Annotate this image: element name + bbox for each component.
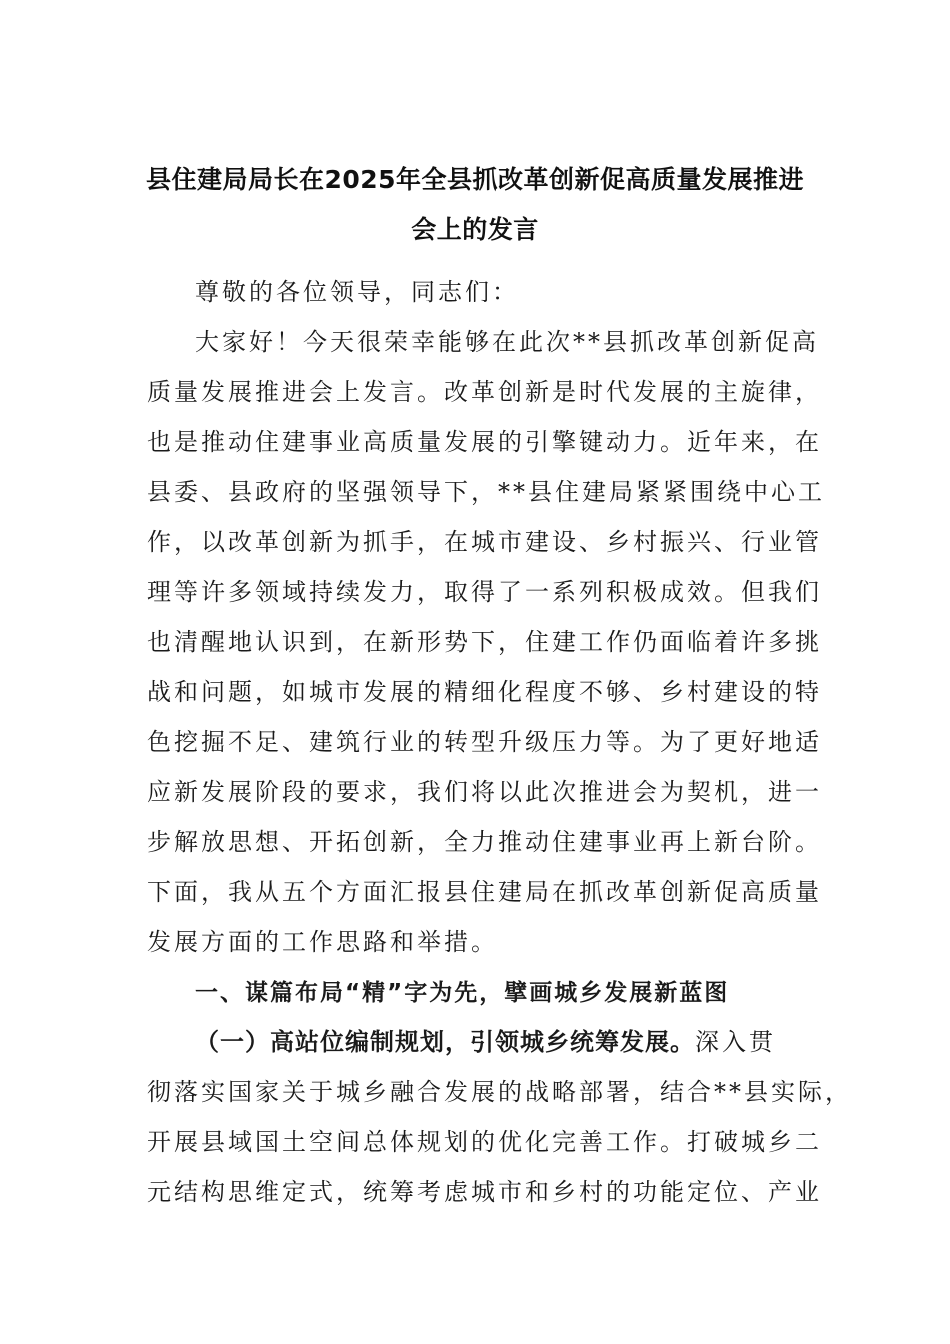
intro-line: 也是推动住建事业高质量发展的引擎键动力。近年来，在	[147, 428, 822, 456]
intro-line: 下面，我从五个方面汇报县住建局在抓改革创新促高质量	[147, 878, 822, 906]
intro-line: 大家好！今天很荣幸能够在此次**县抓改革创新促高	[195, 328, 819, 356]
document-title-line-2: 会上的发言	[411, 215, 539, 244]
intro-line: 发展方面的工作思路和举措。	[147, 928, 498, 956]
intro-line: 战和问题，如城市发展的精细化程度不够、乡村建设的特	[147, 678, 822, 706]
section-heading-1: 一、谋篇布局“精”字为先，擘画城乡发展新蓝图	[195, 980, 730, 1006]
intro-line: 也清醒地认识到，在新形势下，住建工作仍面临着许多挑	[147, 628, 822, 656]
intro-line: 步解放思想、开拓创新，全力推动住建事业再上新台阶。	[147, 828, 822, 856]
subsection-line: 元结构思维定式，统筹考虑城市和乡村的功能定位、产业	[147, 1178, 822, 1206]
subsection-first-line	[195, 1022, 835, 1057]
intro-line: 应新发展阶段的要求，我们将以此次推进会为契机，进一	[147, 778, 822, 806]
intro-line: 县委、县政府的坚强领导下，**县住建局紧紧围绕中心工	[147, 478, 825, 506]
intro-line: 色挖掘不足、建筑行业的转型升级压力等。为了更好地适	[147, 728, 822, 756]
document-title-line-1: 县住建局局长在2025年全县抓改革创新促高质量发展推进	[145, 165, 805, 194]
subsection-line: 彻落实国家关于城乡融合发展的战略部署，结合**县实际，	[147, 1078, 852, 1106]
intro-line: 作，以改革创新为抓手，在城市建设、乡村振兴、行业管	[147, 528, 822, 556]
subsection-first-line-tail: 深入贯	[695, 1028, 776, 1056]
intro-line: 理等许多领域持续发力，取得了一系列积极成效。但我们	[147, 578, 822, 606]
subsection-heading-1: （一）高站位编制规划，引领城乡统筹发展。	[195, 1028, 695, 1056]
salutation: 尊敬的各位领导，同志们：	[195, 278, 519, 306]
intro-line: 质量发展推进会上发言。改革创新是时代发展的主旋律，	[147, 378, 822, 406]
subsection-line: 开展县域国土空间总体规划的优化完善工作。打破城乡二	[147, 1128, 822, 1156]
